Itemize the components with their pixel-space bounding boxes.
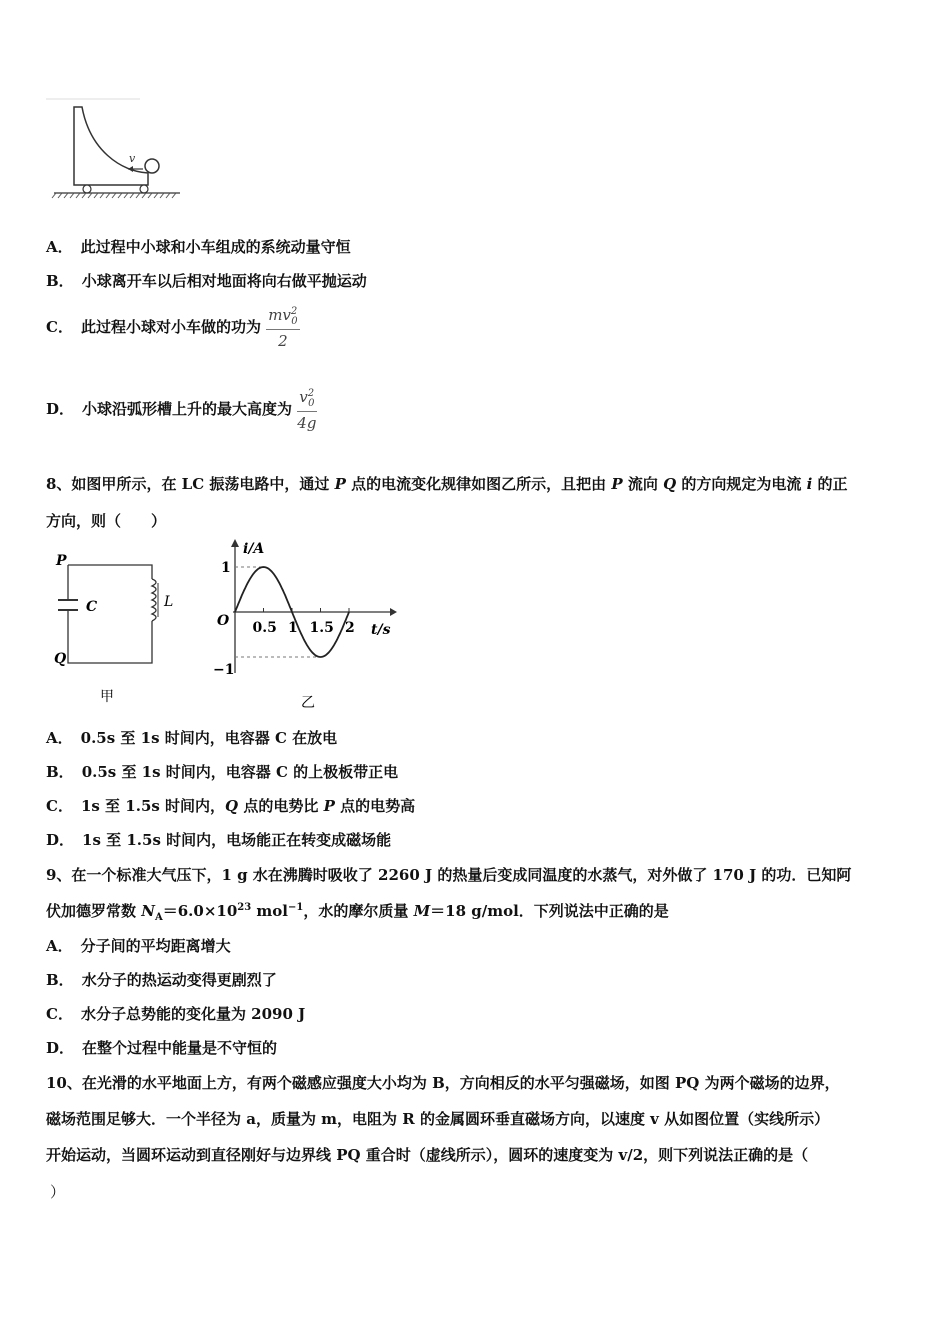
graph-caption: 乙 (301, 695, 315, 710)
y-axis-label: i/A (243, 541, 265, 557)
option-letter: B． (46, 763, 74, 781)
option-letter: A． (46, 937, 73, 955)
frac-denominator: 4g (297, 414, 317, 432)
q10-stem-line1: 10、在光滑的水平地面上方，有两个磁感应强度大小均为 B，方向相反的水平匀强磁场，如图 PQ 为两个磁场的边界， (46, 1074, 840, 1092)
q9-stem-line1: 9、在一个标准大气压下，1 g 水在沸腾时吸收了 2260 J 的热量后变成同温度的水蒸气，对外做了 170 J 的功．已知阿 (46, 866, 852, 884)
option-text: 小球沿弧形槽上升的最大高度为 (82, 400, 293, 418)
circuit-caption: 甲 (100, 689, 114, 705)
option-letter: B． (46, 272, 74, 290)
point-q-label: Q (54, 651, 67, 667)
frac-numerator: mv (268, 306, 291, 324)
stem-text: 伏加德罗常数 (46, 902, 142, 920)
stem-text: ＝18 g/mol．下列说法中正确的是 (430, 902, 669, 920)
q10-stem-line3: 开始运动，当圆环运动到直径刚好与边界线 PQ 重合时（虚线所示），圆环的速度变为 v/2，则下列说法正确的是（ (46, 1146, 809, 1164)
inductor-coil (152, 579, 156, 621)
y-tick-bottom: −1 (213, 662, 235, 678)
var-p: P (334, 475, 346, 493)
q10-stem-line4: ） (50, 1183, 66, 1201)
stem-text: 的方向规定为电流 (676, 475, 807, 493)
stem-text: 8、如图甲所示，在 LC 振荡电路中，通过 (46, 475, 335, 493)
na-subscript: A (154, 912, 163, 923)
q9-option-b (46, 969, 277, 990)
option-text: 水分子的热运动变得更剧烈了 (81, 971, 277, 989)
inductor-label: L (164, 594, 174, 610)
frac-numerator: v (299, 388, 308, 406)
exponent: −1 (287, 902, 304, 913)
frac-sup: 2 (307, 388, 315, 399)
stem-text: ，水的摩尔质量 (303, 902, 414, 920)
option-text: 水分子总势能的变化量为 2090 J (80, 1005, 306, 1023)
stem-text: 的正 (812, 475, 848, 493)
y-tick-top: 1 (221, 560, 231, 576)
option-text: 1s 至 1.5s 时间内， (80, 797, 226, 815)
x-tick-label: 1 (288, 620, 298, 636)
option-text: 此过程小球对小车做的功为 (80, 318, 261, 336)
option-text: 0.5s 至 1s 时间内，电容器 C 的上极板带正电 (81, 763, 399, 781)
height-fraction (297, 388, 316, 432)
var-q: Q (663, 475, 677, 493)
q8-stem-line2: 方向，则（ ） (46, 512, 167, 530)
lc-circuit-diagram (46, 545, 186, 710)
q8-option-a (46, 727, 337, 748)
frac-sub: 0 (291, 316, 298, 327)
q9-option-d (46, 1037, 277, 1058)
work-fraction (266, 306, 299, 350)
q7-option-d (46, 388, 317, 432)
frac-sup: 2 (290, 306, 298, 317)
q9-option-c (46, 1003, 305, 1024)
q8-option-b (46, 761, 398, 782)
capacitor-label: C (86, 599, 98, 615)
x-tick-label: 0.5 (252, 620, 277, 636)
cart-figure (40, 95, 190, 205)
option-text: 0.5s 至 1s 时间内，电容器 C 在放电 (80, 729, 338, 747)
q7-option-a (46, 236, 351, 257)
q8-option-d (46, 829, 391, 850)
option-letter: C． (46, 797, 73, 815)
stem-text: 点的电流变化规律如图乙所示，且把由 (345, 475, 612, 493)
q10-stem-line2: 磁场范围足够大．一个半径为 a，质量为 m，电阻为 R 的金属圆环垂直磁场方向，以速度 v 从如图位置（实线所示） (46, 1110, 830, 1128)
option-letter: D． (46, 1039, 75, 1057)
option-text: 此过程中小球和小车组成的系统动量守恒 (80, 238, 351, 256)
x-tick-label: 1.5 (309, 620, 334, 636)
stem-text: mol (251, 902, 288, 920)
x-axis-arrow (390, 608, 397, 616)
q7-option-c (46, 306, 300, 350)
q8-stem-line1 (46, 473, 848, 494)
point-p-label: P (56, 553, 67, 569)
var-i: i (806, 475, 813, 493)
option-letter: B． (46, 971, 74, 989)
option-text: 1s 至 1.5s 时间内，电场能正在转变成磁场能 (82, 831, 392, 849)
cart-body (74, 107, 148, 185)
origin-label: O (217, 613, 230, 629)
option-letter: C． (46, 318, 73, 336)
var-na: N (141, 902, 155, 920)
wheel-right (140, 185, 148, 193)
var-p: P (323, 797, 335, 815)
option-text: 分子间的平均距离增大 (80, 937, 231, 955)
option-letter: D． (46, 400, 75, 418)
x-axis-label: t/s (371, 622, 391, 638)
option-letter: A． (46, 729, 73, 747)
exponent: 23 (237, 902, 252, 913)
var-p: P (611, 475, 623, 493)
x-tick-label: 2 (345, 620, 355, 636)
option-letter: C． (46, 1005, 73, 1023)
stem-text: 流向 (622, 475, 664, 493)
option-text: 在整个过程中能量是不守恒的 (82, 1039, 278, 1057)
velocity-label: v (129, 152, 136, 165)
option-letter: D． (46, 831, 75, 849)
q8-option-c (46, 795, 415, 816)
y-axis-arrow (231, 539, 239, 547)
wheel-left (83, 185, 91, 193)
option-text: 点的电势高 (334, 797, 416, 815)
q9-option-a (46, 935, 231, 956)
stem-text: ＝6.0×10 (162, 902, 238, 920)
option-text: 点的电势比 (238, 797, 324, 815)
var-m: M (413, 902, 431, 920)
option-text: 小球离开车以后相对地面将向右做平抛运动 (81, 272, 367, 290)
current-time-graph (205, 535, 405, 710)
q7-option-b (46, 270, 367, 291)
ball (145, 159, 159, 173)
option-letter: A． (46, 238, 73, 256)
frac-sub: 0 (308, 398, 315, 409)
frac-denominator: 2 (278, 332, 288, 350)
q9-stem-line2 (46, 900, 669, 923)
var-q: Q (225, 797, 239, 815)
